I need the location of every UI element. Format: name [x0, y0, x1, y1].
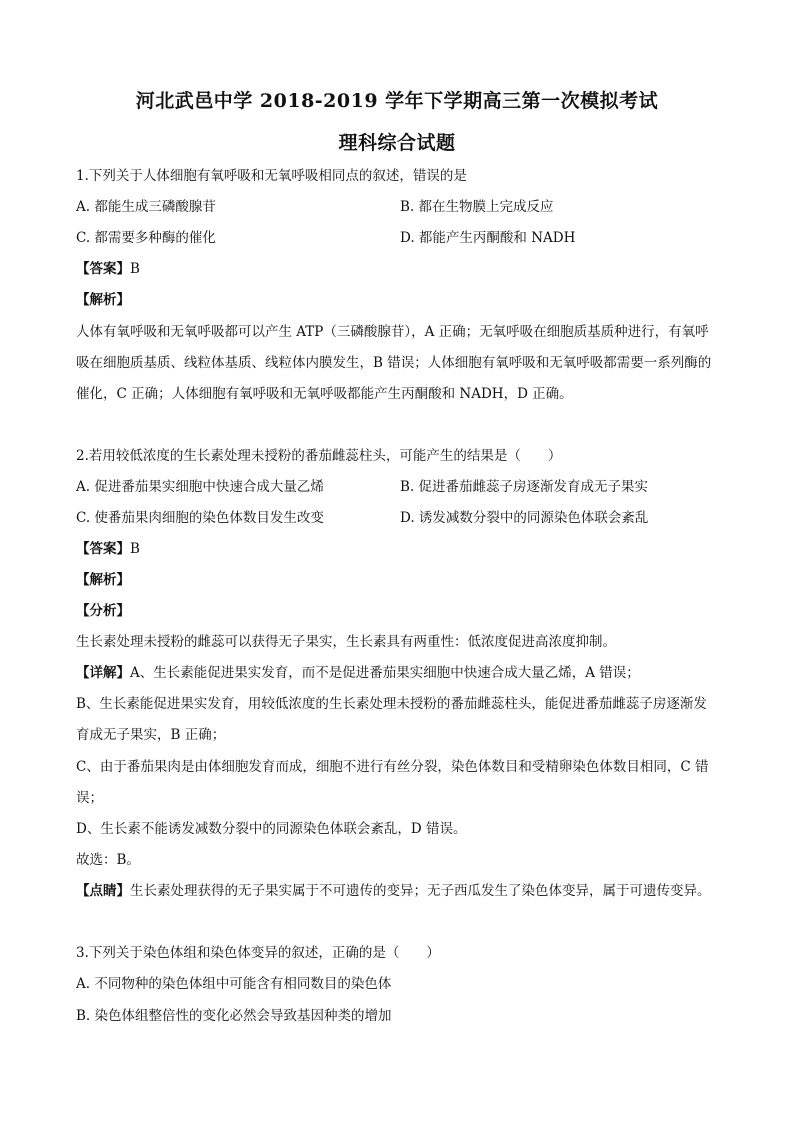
question-2-option-b: B. 促进番茄雌蕊子房逐渐发育成无子果实	[400, 479, 649, 495]
question-1-option-b: B. 都在生物膜上完成反应	[400, 199, 554, 215]
question-2-dianjing	[76, 881, 711, 901]
question-1-stem: 1.下列关于人体细胞有氧呼吸和无氧呼吸相同点的叙述，错误的是	[76, 168, 467, 184]
question-1-analysis-tag: 【解析】	[76, 292, 130, 308]
question-2-stem: 2.若用较低浓度的生长素处理未授粉的番茄雌蕊柱头，可能产生的结果是（ ）	[76, 448, 562, 464]
answer-tag: 【答案】	[76, 261, 130, 277]
question-1-analysis-line: 吸在细胞质基质、线粒体基质、线粒体内膜发生，B 错误；人体细胞有氧呼吸和无氧呼吸都需要一系列酶的	[76, 355, 712, 371]
question-2-answer	[76, 539, 140, 559]
detail-tag: 【详解】	[76, 665, 130, 681]
question-1-analysis-line: 催化，C 正确；人体细胞有氧呼吸和无氧呼吸都能产生丙酮酸和 NADH，D 正确。	[76, 386, 573, 402]
page-title: 河北武邑中学 2018-2019 学年下学期高三第一次模拟考试	[135, 90, 659, 112]
question-2-detail-line: B、生长素能促进果实发育，用较低浓度的生长素处理未授粉的番茄雌蕊柱头，能促进番茄雌蕊子房逐渐发	[76, 696, 707, 712]
question-2-detail-line: D、生长素不能诱发减数分裂中的同源染色体联会紊乱，D 错误。	[76, 821, 467, 837]
question-1-option-c: C. 都需要多种酶的催化	[76, 230, 216, 246]
question-1-option-d: D. 都能产生丙酮酸和 NADH	[400, 230, 576, 246]
question-2-fenxi-text: 生长素处理未授粉的雌蕊可以获得无子果实，生长素具有两重性：低浓度促进高浓度抑制。	[76, 634, 616, 650]
question-1-analysis-line: 人体有氧呼吸和无氧呼吸都可以产生 ATP（三磷酸腺苷），A 正确；无氧呼吸在细胞质基质种进行，有氧呼	[76, 324, 709, 340]
answer-tag: 【答案】	[76, 541, 130, 557]
question-3-option-a: A. 不同物种的染色体组中可能含有相同数目的染色体	[76, 976, 392, 992]
question-2-option-a: A. 促进番茄果实细胞中快速合成大量乙烯	[76, 479, 324, 495]
question-2-option-d: D. 诱发减数分裂中的同源染色体联会紊乱	[400, 510, 649, 526]
detail-text: A、生长素能促进果实发育，而不是促进番茄果实细胞中快速合成大量乙烯，A 错误；	[130, 665, 640, 681]
question-2-detail-line: 故选：B。	[76, 852, 140, 868]
question-2-detail-line: 误；	[76, 790, 103, 806]
answer-value: B	[130, 261, 140, 277]
question-1-answer	[76, 259, 140, 279]
answer-value: B	[130, 541, 140, 557]
question-2-detail-line: C、由于番茄果肉是由体细胞发育而成，细胞不进行有丝分裂，染色体数目和受精卵染色体数目相同，C 错	[76, 759, 709, 775]
question-3-stem: 3.下列关于染色体组和染色体变异的叙述，正确的是（ ）	[76, 945, 440, 961]
question-2-detail-line	[76, 663, 640, 683]
question-1-option-a: A. 都能生成三磷酸腺苷	[76, 199, 216, 215]
question-3-option-b: B. 染色体组整倍性的变化必然会导致基因种类的增加	[76, 1008, 392, 1024]
dianjing-text: 生长素处理获得的无子果实属于不可遗传的变异；无子西瓜发生了染色体变异，属于可遗传变异。	[130, 883, 711, 899]
question-2-analysis-tag: 【解析】	[76, 572, 130, 588]
question-2-option-c: C. 使番茄果肉细胞的染色体数目发生改变	[76, 510, 324, 526]
question-2-fenxi-tag: 【分析】	[76, 603, 130, 619]
page-subtitle: 理科综合试题	[338, 132, 456, 154]
dianjing-tag: 【点睛】	[76, 883, 130, 899]
question-2-detail-line: 育成无子果实，B 正确；	[76, 727, 226, 743]
